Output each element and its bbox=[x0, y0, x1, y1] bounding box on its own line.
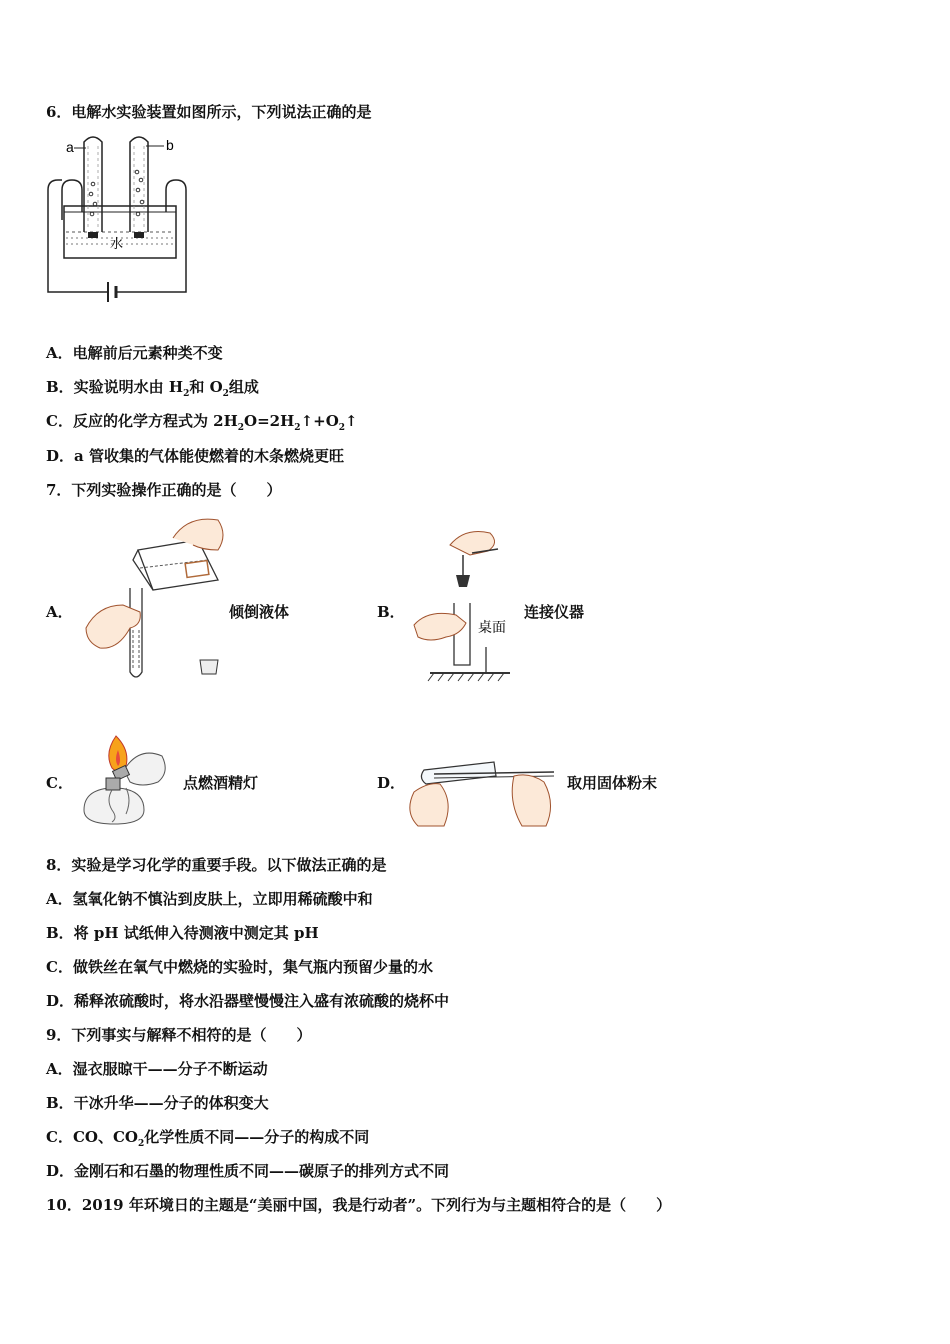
q7-option-d-letter: D． bbox=[377, 774, 406, 792]
q7-option-a-letter: A． bbox=[46, 603, 73, 621]
label-water: 水 bbox=[110, 237, 124, 252]
desk-label: 桌面 bbox=[478, 620, 506, 636]
q9-stem: 9．下列事实与解释不相符的是（ ） bbox=[46, 1026, 312, 1044]
q9-option-b: B．干冰升华——分子的体积变大 bbox=[46, 1094, 269, 1112]
q6-option-b: B．实验说明水由 $H_2$和 $O_2$组成 bbox=[46, 378, 259, 399]
q7-option-c-caption: 点燃酒精灯 bbox=[183, 774, 259, 792]
label-b: b bbox=[166, 137, 174, 153]
q7-option-b-letter: B． bbox=[377, 603, 405, 621]
q6-option-d: D．a 管收集的气体能使燃着的木条燃烧更旺 bbox=[46, 447, 344, 465]
q7-stem: 7．下列实验操作正确的是（ ） bbox=[46, 481, 282, 499]
q9-option-a: A．湿衣服晾干——分子不断运动 bbox=[46, 1060, 268, 1078]
alcohol-lamp-figure bbox=[74, 728, 179, 833]
q8-option-d: D．稀释浓硫酸时，将水沿器壁慢慢注入盛有浓硫酸的烧杯中 bbox=[46, 992, 450, 1010]
q7-option-a-caption: 倾倒液体 bbox=[229, 603, 290, 621]
q6-option-a: A．电解前后元素种类不变 bbox=[46, 344, 223, 362]
q8-option-c: C．做铁丝在氧气中燃烧的实验时，集气瓶内预留少量的水 bbox=[46, 958, 433, 976]
q10-stem: 10．2019 年环境日的主题是“美丽中国，我是行动者”。下列行为与主题相符合的是（ ） bbox=[46, 1196, 672, 1214]
label-a: a bbox=[66, 139, 74, 155]
q7-option-b-caption: 连接仪器 bbox=[524, 603, 585, 621]
q7-option-c-letter: C． bbox=[46, 774, 73, 792]
q7-option-d-caption: 取用固体粉末 bbox=[567, 774, 658, 792]
q8-stem: 8．实验是学习化学的重要手段。以下做法正确的是 bbox=[46, 856, 387, 874]
electrolysis-figure bbox=[44, 132, 194, 312]
q6-stem: 6．电解水实验装置如图所示，下列说法正确的是 bbox=[46, 103, 372, 121]
pour-liquid-figure bbox=[78, 510, 238, 685]
q8-option-a: A．氢氧化钠不慎沾到皮肤上，立即用稀硫酸中和 bbox=[46, 890, 373, 908]
q8-option-b: B．将 pH 试纸伸入待测液中测定其 pH bbox=[46, 924, 319, 942]
connect-apparatus-figure bbox=[410, 525, 520, 685]
q6-option-c: C．反应的化学方程式为 $2H_2O=2H_2↑+O_2↑$ bbox=[46, 412, 358, 433]
solid-powder-figure bbox=[404, 742, 560, 830]
q9-option-c: C．CO、$CO_2$化学性质不同——分子的构成不同 bbox=[46, 1128, 370, 1149]
q9-option-d: D．金刚石和石墨的物理性质不同——碳原子的排列方式不同 bbox=[46, 1162, 450, 1180]
